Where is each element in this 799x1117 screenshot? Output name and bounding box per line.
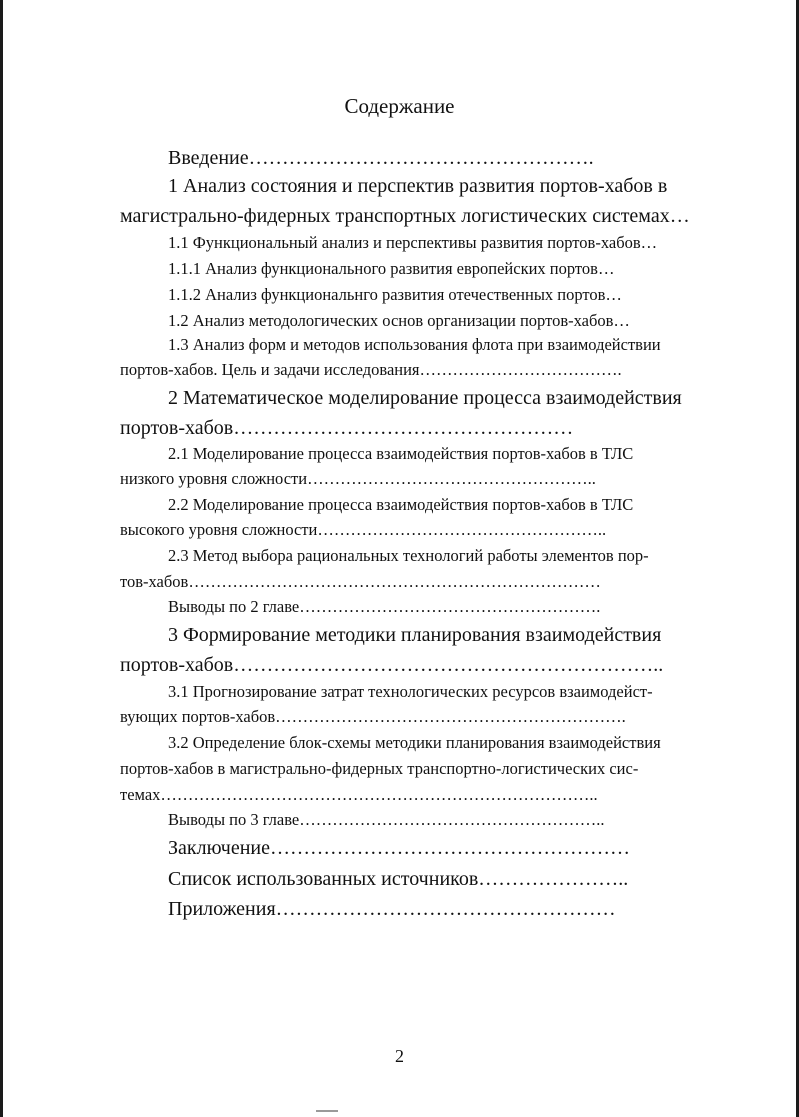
- toc-entry-conclusions-2: Выводы по 2 главе……………………………………………….: [168, 597, 601, 616]
- toc-entry-1-1-2: 1.1.2 Анализ функциональнго развития отечественных портов…: [168, 285, 622, 304]
- toc-entry-conclusion: Заключение………………………………………………: [168, 837, 630, 859]
- toc-entry-1-2: 1.2 Анализ методологических основ организации портов-хабов…: [168, 311, 630, 330]
- toc-entry-chapter-1: 1 Анализ состояния и перспектив развития портов-хабов в: [168, 175, 668, 197]
- toc-entry-chapter-3-cont: портов-хабов………………………………………………………..: [120, 654, 664, 676]
- toc-entry-appendix: Приложения……………………………………………: [168, 898, 616, 920]
- page-left-border: [0, 0, 3, 1117]
- toc-entry-intro: Введение…………………………………………….: [168, 147, 594, 169]
- toc-entry-3-2-cont: портов-хабов в магистрально-фидерных транспортно-логистических сис-: [120, 759, 639, 778]
- toc-entry-2-1-cont: низкого уровня сложности……………………………………………..: [120, 469, 596, 488]
- toc-entry-sources: Список использованных источников…………………..: [168, 868, 629, 890]
- toc-entry-3-1: 3.1 Прогнозирование затрат технологических ресурсов взаимодейст-: [168, 682, 653, 701]
- toc-entry-3-2: 3.2 Определение блок-схемы методики планирования взаимодействия: [168, 733, 661, 752]
- toc-entry-3-1-cont: вующих портов-хабов……………………………………………………….: [120, 707, 626, 726]
- toc-entry-1-1: 1.1 Функциональный анализ и перспективы развития портов-хабов…: [168, 233, 658, 252]
- toc-entry-1-3: 1.3 Анализ форм и методов использования флота при взаимодействии: [168, 335, 661, 354]
- toc-entry-2-1: 2.1 Моделирование процесса взаимодействия портов-хабов в ТЛС: [168, 444, 634, 463]
- toc-entry-1-3-cont: портов-хабов. Цель и задачи исследования……………………………….: [120, 360, 622, 379]
- toc-entry-2-2-cont: высокого уровня сложности……………………………………………..: [120, 520, 607, 539]
- toc-entry-3-2-cont-2: темах……………………………………………………………………..: [120, 785, 598, 804]
- toc-entry-1-1-1: 1.1.1 Анализ функционального развития европейских портов…: [168, 259, 615, 278]
- toc-entry-chapter-3: 3 Формирование методики планирования взаимодействия: [168, 624, 662, 646]
- toc-entry-2-3: 2.3 Метод выбора рациональных технологий работы элементов пор-: [168, 546, 649, 565]
- toc-entry-2-3-cont: тов-хабов…………………………………………………………………: [120, 572, 601, 591]
- toc-entry-chapter-1-cont: магистрально-фидерных транспортных логистических системах…: [120, 205, 690, 227]
- toc-entry-chapter-2: 2 Математическое моделирование процесса взаимодействия: [168, 387, 682, 409]
- page-number: 2: [395, 1046, 404, 1066]
- toc-entry-conclusions-3: Выводы по 3 главе………………………………………………..: [168, 810, 605, 829]
- page-title: Содержание: [344, 94, 455, 118]
- scan-artifact-mark: [316, 1110, 338, 1112]
- toc-entry-chapter-2-cont: портов-хабов……………………………………………: [120, 417, 574, 439]
- toc-entry-2-2: 2.2 Моделирование процесса взаимодействия портов-хабов в ТЛС: [168, 495, 634, 514]
